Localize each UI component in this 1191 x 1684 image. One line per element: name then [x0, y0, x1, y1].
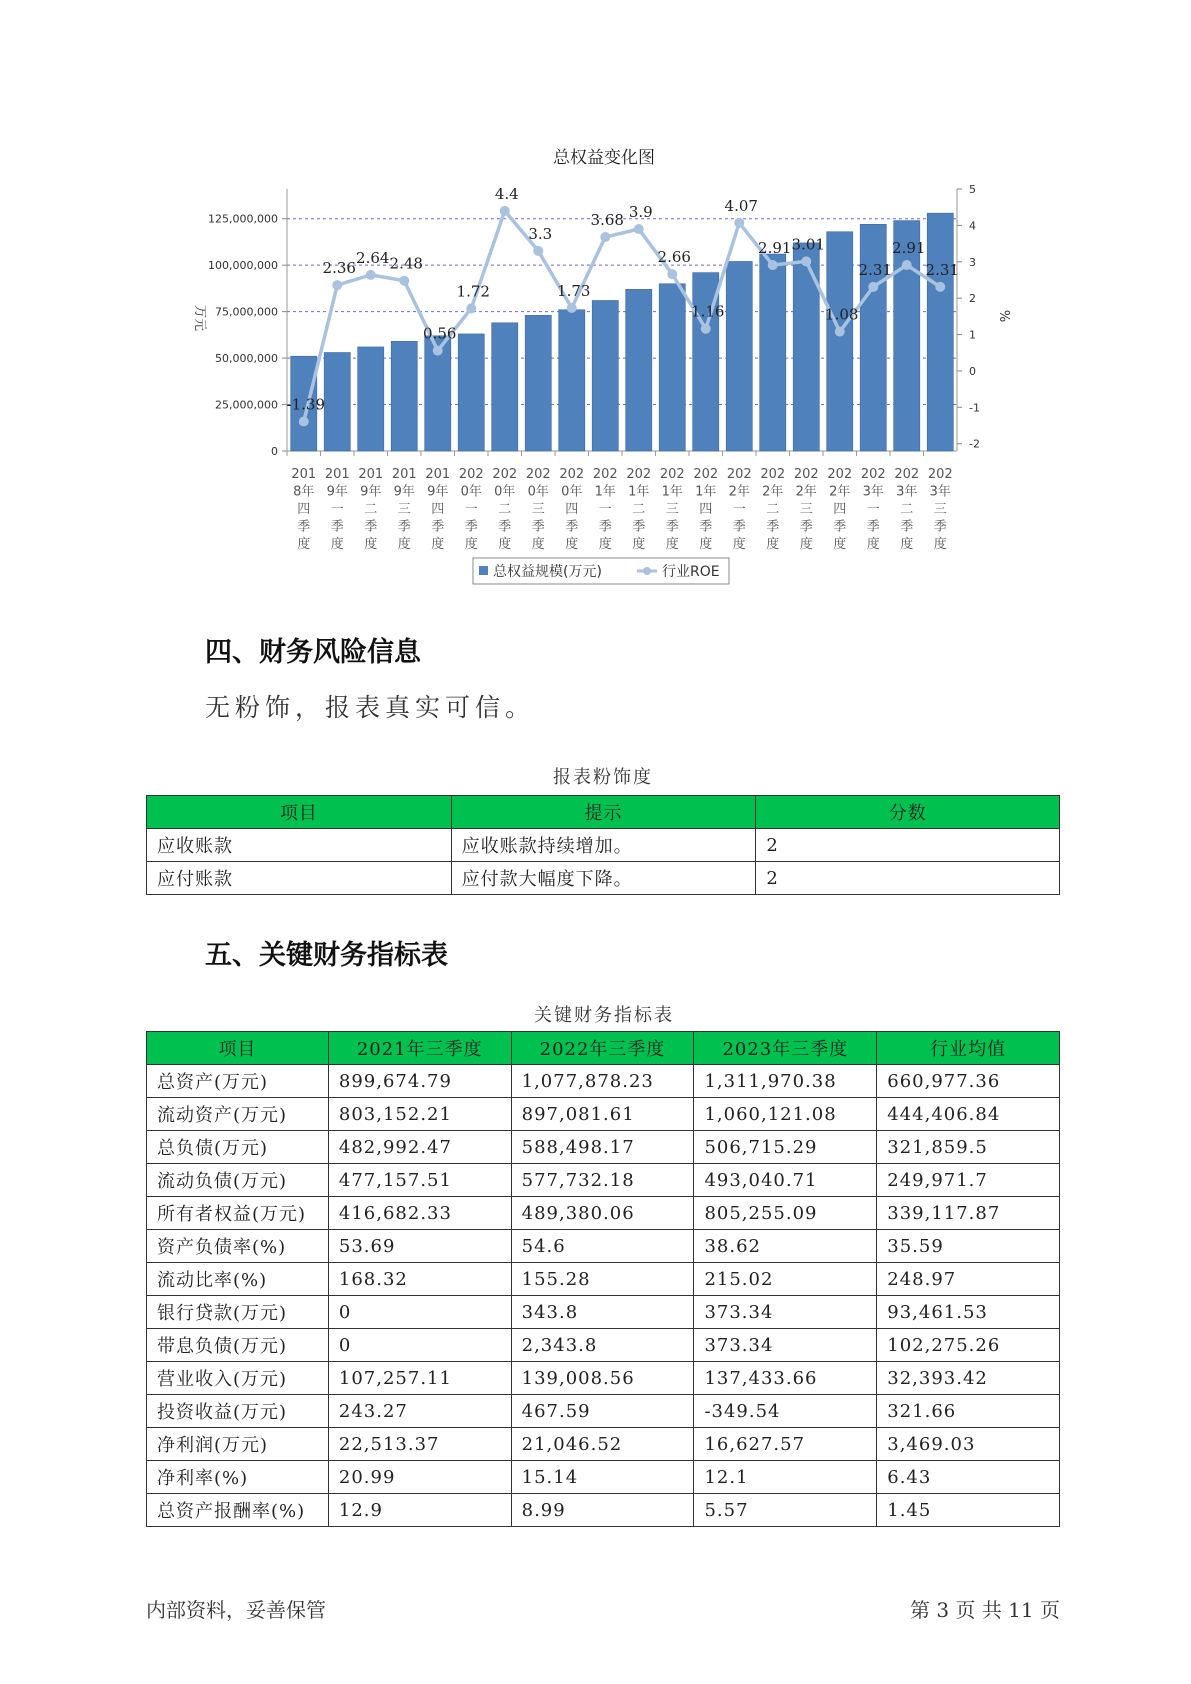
- x-tick-label: 2年: [762, 484, 784, 500]
- roe-point: [768, 260, 778, 270]
- x-tick-label: 202: [726, 467, 752, 482]
- kpi-table-caption: 关键财务指标表: [534, 1005, 674, 1026]
- table-cell: 资产负债率(%): [147, 1230, 329, 1263]
- x-tick-label: 季: [799, 519, 813, 535]
- table-cell: 1.45: [877, 1494, 1060, 1527]
- roe-data-label: 3.68: [590, 211, 624, 230]
- legend-bar-label: 总权益规模(万元): [493, 564, 602, 580]
- table-cell: 营业收入(万元): [147, 1362, 329, 1395]
- y2-tick-label: 3: [969, 255, 976, 269]
- x-tick-label: 四: [565, 502, 579, 517]
- x-tick-label: 季: [431, 519, 445, 535]
- table-row: [147, 1395, 1060, 1428]
- table-cell: 339,117.87: [877, 1197, 1060, 1230]
- table-cell: 35.59: [877, 1230, 1060, 1263]
- x-tick-label: 8年: [293, 484, 315, 500]
- roe-point: [868, 282, 878, 292]
- table-cell: 15.14: [511, 1461, 694, 1494]
- x-tick-label: 2年: [829, 484, 851, 500]
- x-tick-label: 度: [330, 537, 344, 552]
- y2-tick-label: 2: [969, 292, 976, 306]
- table-row: [147, 1296, 1060, 1329]
- table-cell: 流动负债(万元): [147, 1164, 329, 1197]
- table-cell: 477,157.51: [328, 1164, 511, 1197]
- x-tick-label: 202: [592, 467, 618, 482]
- table-row: [147, 1461, 1060, 1494]
- bar: [358, 347, 384, 451]
- table-cell: 8.99: [511, 1494, 694, 1527]
- x-tick-label: 季: [833, 519, 847, 535]
- roe-data-label: 1.08: [825, 305, 859, 324]
- table-cell: 243.27: [328, 1395, 511, 1428]
- roe-data-label: 2.48: [389, 254, 423, 273]
- x-tick-label: 度: [464, 537, 478, 552]
- table-cell: 467.59: [511, 1395, 694, 1428]
- table-cell: 银行贷款(万元): [147, 1296, 329, 1329]
- x-tick-label: 2年: [795, 484, 817, 500]
- roe-data-label: 2.64: [356, 248, 390, 267]
- bar: [760, 254, 786, 451]
- table-cell: 总资产报酬率(%): [147, 1494, 329, 1527]
- kpi-table-header: [147, 1032, 1060, 1065]
- table-cell: 493,040.71: [694, 1164, 877, 1197]
- x-tick-label: 四: [699, 502, 713, 517]
- table-cell: 321.66: [877, 1395, 1060, 1428]
- bar: [860, 224, 886, 451]
- y2-axis-title: %: [996, 309, 1011, 323]
- x-tick-label: 度: [766, 537, 780, 552]
- x-tick-label: 度: [933, 537, 947, 552]
- y-tick-label: 50,000,000: [215, 352, 278, 366]
- table-cell: 2: [756, 862, 1060, 895]
- x-tick-label: 四: [431, 502, 445, 517]
- x-tick-label: 季: [364, 519, 378, 535]
- table-cell: 416,682.33: [328, 1197, 511, 1230]
- y2-tick-label: -2: [969, 437, 980, 451]
- roe-data-label: 2.31: [858, 260, 892, 279]
- table-cell: 897,081.61: [511, 1098, 694, 1131]
- roe-point: [299, 417, 309, 427]
- table-cell: 1,077,878.23: [511, 1065, 694, 1098]
- x-tick-label: 202: [559, 467, 585, 482]
- table-cell: 3,469.03: [877, 1428, 1060, 1461]
- roe-point: [399, 276, 409, 286]
- x-tick-label: 度: [900, 537, 914, 552]
- roe-data-label: 2.91: [892, 239, 926, 258]
- x-tick-label: 9年: [326, 484, 348, 500]
- roe-data-label: 3.9: [628, 203, 653, 222]
- x-tick-label: 202: [860, 467, 886, 482]
- bar: [827, 232, 853, 451]
- x-tick-label: 季: [699, 519, 713, 535]
- page-number: 第 3 页 共 11 页: [910, 1598, 1060, 1622]
- table-row: [147, 1329, 1060, 1362]
- table-cell: 215.02: [694, 1263, 877, 1296]
- table-cell: 12.1: [694, 1461, 877, 1494]
- section4-text: 无粉饰，报表真实可信。: [205, 693, 536, 722]
- roe-data-label: 2.66: [657, 248, 691, 267]
- table-cell: 248.97: [877, 1263, 1060, 1296]
- x-tick-label: 度: [431, 537, 445, 552]
- table-row: [147, 1263, 1060, 1296]
- roe-point: [902, 260, 912, 270]
- table-row: [147, 1164, 1060, 1197]
- table-cell: 373.34: [694, 1329, 877, 1362]
- x-tick-label: 度: [632, 537, 646, 552]
- table-cell: 107,257.11: [328, 1362, 511, 1395]
- y2-tick-label: 0: [969, 364, 976, 378]
- x-tick-label: 三: [665, 502, 679, 517]
- bar: [659, 284, 685, 451]
- x-tick-label: 度: [799, 537, 813, 552]
- x-tick-label: 一: [866, 502, 880, 517]
- x-tick-label: 202: [793, 467, 819, 482]
- table-cell: 38.62: [694, 1230, 877, 1263]
- x-tick-label: 三: [933, 502, 947, 517]
- table-cell: 139,008.56: [511, 1362, 694, 1395]
- footer-note: 内部资料，妥善保管: [146, 1598, 326, 1622]
- header-cell: 2022年三季度: [511, 1032, 694, 1065]
- table-cell: 321,859.5: [877, 1131, 1060, 1164]
- bar: [458, 334, 484, 451]
- table-cell: 带息负债(万元): [147, 1329, 329, 1362]
- x-tick-label: 季: [866, 519, 880, 535]
- bar: [927, 213, 953, 451]
- x-tick-label: 季: [766, 519, 780, 535]
- x-tick-label: 1年: [628, 484, 650, 500]
- x-tick-label: 季: [464, 519, 478, 535]
- x-tick-label: 季: [665, 519, 679, 535]
- legend-bar-swatch: [479, 566, 488, 575]
- roe-point: [734, 218, 744, 228]
- table-cell: 流动资产(万元): [147, 1098, 329, 1131]
- x-tick-label: 0年: [561, 484, 583, 500]
- x-tick-label: 9年: [360, 484, 382, 500]
- roe-point: [835, 327, 845, 337]
- table-row: [147, 1197, 1060, 1230]
- table-cell: 净利率(%): [147, 1461, 329, 1494]
- x-tick-label: 1年: [695, 484, 717, 500]
- x-tick-label: 一: [598, 502, 612, 517]
- bar: [391, 341, 417, 451]
- x-tick-label: 度: [598, 537, 612, 552]
- header-cell: 项目: [147, 1032, 329, 1065]
- bar: [324, 353, 350, 451]
- table-cell: 54.6: [511, 1230, 694, 1263]
- x-tick-label: 季: [330, 519, 344, 535]
- x-tick-label: 度: [297, 537, 311, 552]
- roe-data-label: 4.4: [494, 184, 519, 203]
- table-cell: 应收账款持续增加。: [451, 829, 756, 862]
- roe-point: [366, 270, 376, 280]
- table-cell: 0: [328, 1296, 511, 1329]
- table-cell: 137,433.66: [694, 1362, 877, 1395]
- x-tick-label: 1年: [661, 484, 683, 500]
- y2-tick-label: 1: [969, 328, 976, 342]
- x-tick-label: 202: [894, 467, 920, 482]
- table-cell: 1,311,970.38: [694, 1065, 877, 1098]
- table-cell: 32,393.42: [877, 1362, 1060, 1395]
- x-tick-label: 二: [498, 502, 512, 517]
- roe-point: [801, 256, 811, 266]
- bar: [726, 261, 752, 451]
- table-cell: -349.54: [694, 1395, 877, 1428]
- x-tick-label: 9年: [427, 484, 449, 500]
- table-cell: 净利润(万元): [147, 1428, 329, 1461]
- table-cell: 2,343.8: [511, 1329, 694, 1362]
- roe-data-label: 3.01: [791, 235, 825, 254]
- x-tick-label: 度: [665, 537, 679, 552]
- table-cell: 12.9: [328, 1494, 511, 1527]
- x-tick-label: 度: [531, 537, 545, 552]
- roe-point: [332, 280, 342, 290]
- bar: [525, 315, 551, 451]
- table-cell: 所有者权益(万元): [147, 1197, 329, 1230]
- x-tick-label: 度: [699, 537, 713, 552]
- x-tick-label: 三: [531, 502, 545, 517]
- y-tick-label: 75,000,000: [215, 305, 278, 319]
- table-cell: 总负债(万元): [147, 1131, 329, 1164]
- x-tick-label: 一: [732, 502, 746, 517]
- table-row: [147, 1428, 1060, 1461]
- x-tick-label: 季: [632, 519, 646, 535]
- x-tick-label: 202: [525, 467, 551, 482]
- table-cell: 应付款大幅度下降。: [451, 862, 756, 895]
- y-axis-title: 万元: [192, 304, 207, 332]
- table-cell: 21,046.52: [511, 1428, 694, 1461]
- table-cell: 投资收益(万元): [147, 1395, 329, 1428]
- roe-point: [567, 303, 577, 313]
- x-tick-label: 度: [565, 537, 579, 552]
- x-tick-label: 度: [732, 537, 746, 552]
- x-tick-label: 二: [632, 502, 646, 517]
- table-row: [147, 1131, 1060, 1164]
- header-cell: 项目: [147, 796, 452, 829]
- table-cell: 总资产(万元): [147, 1065, 329, 1098]
- x-tick-label: 202: [827, 467, 853, 482]
- table-cell: 应付账款: [147, 862, 452, 895]
- section5-heading: 五、关键财务指标表: [205, 940, 448, 971]
- table-cell: 588,498.17: [511, 1131, 694, 1164]
- header-cell: 提示: [451, 796, 756, 829]
- x-tick-label: 度: [364, 537, 378, 552]
- table-cell: 16,627.57: [694, 1428, 877, 1461]
- risk-table: [146, 795, 1060, 895]
- table-cell: 53.69: [328, 1230, 511, 1263]
- roe-point: [634, 224, 644, 234]
- x-tick-label: 202: [458, 467, 484, 482]
- kpi-table: [146, 1031, 1060, 1527]
- x-tick-label: 二: [766, 502, 780, 517]
- table-cell: 5.57: [694, 1494, 877, 1527]
- roe-point: [701, 324, 711, 334]
- x-tick-label: 季: [397, 519, 411, 535]
- x-tick-label: 四: [297, 502, 311, 517]
- table-cell: 20.99: [328, 1461, 511, 1494]
- table-row: [147, 1098, 1060, 1131]
- table-cell: 803,152.21: [328, 1098, 511, 1131]
- x-tick-label: 季: [297, 519, 311, 535]
- header-cell: 2021年三季度: [328, 1032, 511, 1065]
- roe-point: [667, 269, 677, 279]
- table-cell: 805,255.09: [694, 1197, 877, 1230]
- table-row: [147, 829, 1060, 862]
- roe-data-label: -1.39: [286, 395, 325, 414]
- roe-point: [533, 246, 543, 256]
- table-cell: 93,461.53: [877, 1296, 1060, 1329]
- table-cell: 343.8: [511, 1296, 694, 1329]
- table-row: [147, 862, 1060, 895]
- x-tick-label: 202: [659, 467, 685, 482]
- x-tick-label: 季: [900, 519, 914, 535]
- bar: [793, 243, 819, 451]
- x-tick-label: 1年: [594, 484, 616, 500]
- roe-data-label: 2.31: [925, 260, 959, 279]
- legend-line-marker: [643, 567, 651, 575]
- table-cell: 444,406.84: [877, 1098, 1060, 1131]
- x-tick-label: 201: [324, 467, 350, 482]
- bar: [592, 300, 618, 451]
- roe-data-label: 3.3: [528, 224, 553, 243]
- x-tick-label: 0年: [527, 484, 549, 500]
- table-cell: 22,513.37: [328, 1428, 511, 1461]
- x-tick-label: 9年: [393, 484, 415, 500]
- table-cell: 506,715.29: [694, 1131, 877, 1164]
- x-tick-label: 201: [291, 467, 317, 482]
- x-tick-label: 3年: [896, 484, 918, 500]
- table-cell: 102,275.26: [877, 1329, 1060, 1362]
- table-cell: 577,732.18: [511, 1164, 694, 1197]
- x-tick-label: 202: [927, 467, 953, 482]
- y-tick-label: 25,000,000: [215, 398, 278, 412]
- x-tick-label: 二: [900, 502, 914, 517]
- table-cell: 6.43: [877, 1461, 1060, 1494]
- table-cell: 660,977.36: [877, 1065, 1060, 1098]
- header-cell: 分数: [756, 796, 1060, 829]
- x-tick-label: 度: [833, 537, 847, 552]
- x-tick-label: 季: [498, 519, 512, 535]
- x-tick-label: 度: [397, 537, 411, 552]
- x-tick-label: 201: [425, 467, 451, 482]
- bar: [559, 310, 585, 451]
- x-tick-label: 202: [760, 467, 786, 482]
- risk-table-caption: 报表粉饰度: [553, 767, 653, 788]
- y-tick-label: 125,000,000: [208, 212, 278, 226]
- y2-tick-label: 5: [969, 183, 976, 196]
- x-tick-label: 季: [565, 519, 579, 535]
- table-row: [147, 1065, 1060, 1098]
- table-cell: 应收账款: [147, 829, 452, 862]
- x-tick-label: 201: [358, 467, 384, 482]
- x-tick-label: 一: [330, 502, 344, 517]
- x-tick-label: 202: [492, 467, 518, 482]
- header-cell: 行业均值: [877, 1032, 1060, 1065]
- x-tick-label: 四: [833, 502, 847, 517]
- legend-line-label: 行业ROE: [662, 564, 720, 580]
- x-tick-label: 202: [693, 467, 719, 482]
- risk-table-header: [147, 796, 1060, 829]
- header-cell: 2023年三季度: [694, 1032, 877, 1065]
- x-tick-label: 三: [397, 502, 411, 517]
- x-tick-label: 2年: [728, 484, 750, 500]
- x-tick-label: 度: [866, 537, 880, 552]
- table-cell: 2: [756, 829, 1060, 862]
- table-row: [147, 1494, 1060, 1527]
- roe-data-label: 1.73: [557, 281, 591, 300]
- x-tick-label: 0年: [494, 484, 516, 500]
- roe-point: [433, 346, 443, 356]
- table-cell: 流动比率(%): [147, 1263, 329, 1296]
- x-tick-label: 季: [598, 519, 612, 535]
- table-cell: 249,971.7: [877, 1164, 1060, 1197]
- y-tick-label: 0: [271, 445, 278, 458]
- x-tick-label: 季: [933, 519, 947, 535]
- y2-tick-label: -1: [969, 401, 980, 415]
- x-tick-label: 季: [531, 519, 545, 535]
- roe-data-label: 0.56: [423, 324, 457, 343]
- roe-data-label: 1.16: [691, 302, 725, 321]
- x-tick-label: 201: [391, 467, 417, 482]
- table-cell: 482,992.47: [328, 1131, 511, 1164]
- x-tick-label: 3年: [929, 484, 951, 500]
- table-row: [147, 1230, 1060, 1263]
- table-cell: 489,380.06: [511, 1197, 694, 1230]
- x-tick-label: 三: [799, 502, 813, 517]
- table-cell: 155.28: [511, 1263, 694, 1296]
- y2-tick-label: 4: [969, 219, 976, 233]
- x-tick-label: 202: [626, 467, 652, 482]
- table-cell: 1,060,121.08: [694, 1098, 877, 1131]
- x-tick-label: 0年: [460, 484, 482, 500]
- roe-data-label: 2.91: [758, 239, 792, 258]
- x-tick-label: 3年: [862, 484, 884, 500]
- y-tick-label: 100,000,000: [208, 259, 278, 273]
- equity-chart: [0, 0, 1191, 600]
- roe-point: [935, 282, 945, 292]
- roe-point: [466, 303, 476, 313]
- bar: [492, 323, 518, 451]
- table-cell: 373.34: [694, 1296, 877, 1329]
- table-cell: 0: [328, 1329, 511, 1362]
- x-tick-label: 一: [464, 502, 478, 517]
- roe-point: [600, 232, 610, 242]
- x-tick-label: 二: [364, 502, 378, 517]
- table-cell: 899,674.79: [328, 1065, 511, 1098]
- chart-title: 总权益变化图: [553, 148, 655, 168]
- table-cell: 168.32: [328, 1263, 511, 1296]
- section4-heading: 四、财务风险信息: [205, 637, 421, 668]
- roe-point: [500, 206, 510, 216]
- x-tick-label: 季: [732, 519, 746, 535]
- roe-data-label: 2.36: [322, 259, 356, 278]
- table-row: [147, 1362, 1060, 1395]
- x-tick-label: 度: [498, 537, 512, 552]
- roe-data-label: 4.07: [724, 196, 758, 215]
- roe-data-label: 1.72: [456, 282, 490, 301]
- bar: [626, 289, 652, 451]
